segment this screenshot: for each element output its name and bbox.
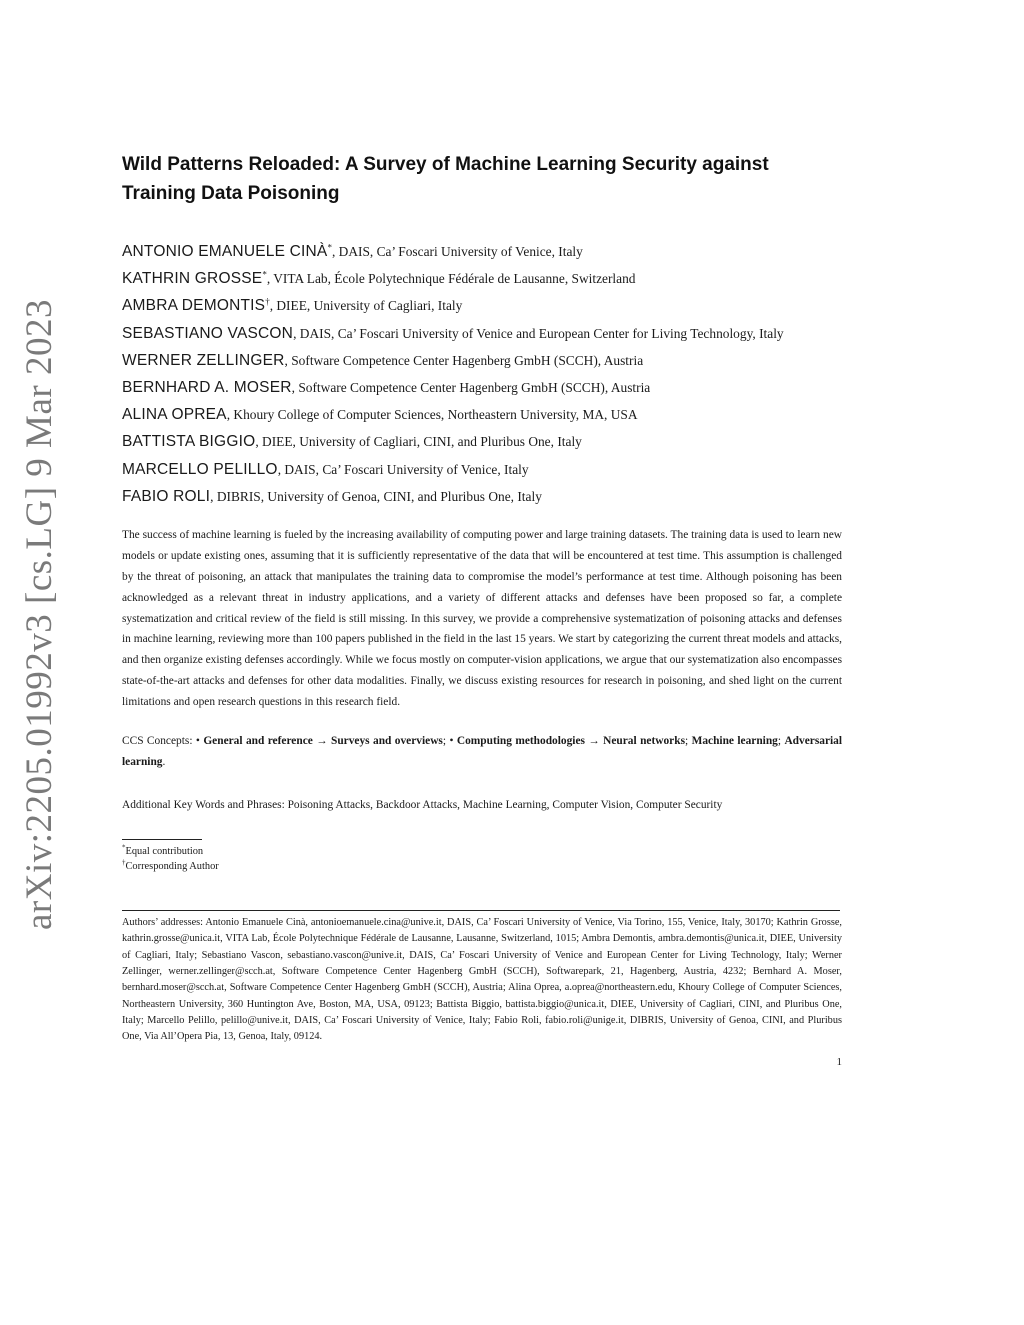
ccs-term: Computing methodologies → Neural networks (456, 735, 685, 748)
author-affiliation: , DIBRIS, University of Genoa, CINI, and Pluribus One, Italy (210, 488, 542, 504)
author-entry (122, 292, 842, 319)
footnotes (122, 844, 842, 874)
author-affiliation: , DIEE, University of Cagliari, Italy (269, 298, 463, 314)
ccs-concepts (122, 731, 842, 773)
author-entry (122, 374, 842, 401)
author-name: SEBASTIANO VASCON (122, 324, 294, 342)
ccs-label: CCS Concepts: (122, 735, 196, 748)
arxiv-identifier: arXiv:2205.01992v3 [cs.LG] 9 Mar 2023 (19, 299, 60, 930)
author-entry (122, 401, 842, 428)
author-mark: † (265, 296, 270, 307)
author-name: FABIO ROLI (122, 487, 211, 505)
author-name: BATTISTA BIGGIO (122, 433, 256, 451)
author-name: ANTONIO EMANUELE CINÀ (122, 243, 328, 260)
footnote-text: Equal contribution (125, 846, 204, 858)
title-line-2: Training Data Poisoning (122, 183, 340, 204)
author-name: AMBRA DEMONTIS (122, 297, 266, 315)
author-mark: * (327, 242, 332, 253)
footnote-corresponding-author (122, 859, 842, 874)
author-mark: * (262, 269, 267, 280)
ccs-separator: ; (777, 735, 785, 748)
keywords: Additional Key Words and Phrases: Poisoning Attacks, Backdoor Attacks, Machine Learning, Computer Vision, Computer Security (122, 799, 723, 812)
ccs-bullet: • (195, 735, 204, 748)
author-entry (122, 428, 842, 455)
author-list (122, 238, 842, 510)
author-name: ALINA OPREA (122, 406, 227, 424)
paper-first-page (122, 150, 842, 1068)
author-entry (122, 483, 842, 510)
author-affiliation: , DAIS, Ca’ Foscari University of Venice and European Center for Living Technology, Italy (293, 325, 784, 341)
ccs-term: Machine learning (691, 735, 778, 748)
author-affiliation: , DAIS, Ca’ Foscari University of Venice, Italy (331, 244, 583, 259)
author-name: BERNHARD A. MOSER (122, 378, 292, 396)
ccs-separator: ; (442, 735, 450, 748)
ccs-separator: ; (685, 735, 692, 748)
footnote-mark: † (122, 858, 126, 867)
author-affiliation: , DIEE, University of Cagliari, CINI, and Pluribus One, Italy (255, 434, 582, 450)
paper-title (122, 150, 842, 208)
author-affiliation: , DAIS, Ca’ Foscari University of Venice, Italy (277, 461, 529, 477)
addresses-divider (122, 910, 840, 911)
ccs-term: Adversarial learning (122, 735, 843, 769)
author-entry (122, 456, 842, 483)
ccs-bullet: • (449, 735, 457, 748)
author-name: WERNER ZELLINGER (122, 351, 285, 369)
author-affiliation: , Software Competence Center Hagenberg GmbH (SCCH), Austria (291, 379, 651, 395)
author-entry (122, 265, 842, 292)
author-name: KATHRIN GROSSE (122, 270, 263, 288)
author-affiliation: , Software Competence Center Hagenberg GmbH (SCCH), Austria (284, 352, 644, 368)
author-affiliation: , Khoury College of Computer Sciences, Northeastern University, MA, USA (226, 407, 638, 423)
ccs-term: General and reference → Surveys and overviews (203, 735, 443, 748)
ccs-end: . (162, 756, 166, 769)
author-entry (122, 238, 842, 265)
author-affiliation: , VITA Lab, École Polytechnique Fédérale de Lausanne, Switzerland (266, 271, 636, 287)
title-line-1: Wild Patterns Reloaded: A Survey of Machine Learning Security against (122, 154, 769, 175)
footnote-mark: * (122, 843, 126, 852)
abstract: The success of machine learning is fueled by the increasing availability of computing power and large training datasets. The training data is used to learn new models or update existing ones, assuming that it is sufficiently representative of the data that will be encountered at test time. This assumption is challenged by the threat of poisoning, an attack that manipulates the training data to compromise the model’s performance at test time. Although poisoning has been acknowledged as a relevant threat in industry applications, and a variety of different attacks and defenses have been proposed so far, a complete systematization and critical review of the field is still missing. In this survey, we provide a comprehensive systematization of poisoning attacks and defenses in machine learning, reviewing more than 100 papers published in the field in the last 15 years. We start by categorizing the current threat models and attacks, and then organize existing defenses accordingly. While we focus mostly on computer-vision applications, we argue that our systematization also encompasses state-of-the-art attacks and defenses for other data modalities. Finally, we discuss existing resources for research in poisoning, and shed light on the current limitations and open research questions in this research field. (122, 528, 842, 709)
footnote-text: Corresponding Author (125, 861, 219, 873)
footnote-equal-contribution (122, 844, 842, 859)
author-entry (122, 320, 842, 347)
author-name: MARCELLO PELILLO (122, 460, 278, 478)
author-addresses: Authors’ addresses: Antonio Emanuele Cinà, antonioemanuele.cina@unive.it, DAIS, Ca’ Foscari University of Venice, Via Torino, 155, Venice, Italy, 30170; Kathrin Grosse, kathrin.grosse@unica.it, VITA Lab, École Polytechnique Fédérale de Lausanne, Lausanne, Switzerland, 1015; Ambra Demontis, ambra.demontis@unica.it, DIEE, University of Cagliari, Italy; Sebastiano Vascon, sebastiano.vascon@unive.it, DAIS, Ca’ Foscari University of Venice and European Center for Living Technology, Italy; Werner Zellinger, werner.zellinger@scch.at, Software Competence Center Hagenberg GmbH (SCCH), Softwarepark, 21, Hagenberg, Austria, 4232; Bernhard A. Moser, bernhard.moser@scch.at, Software Competence Center Hagenberg GmbH (SCCH), Austria; Alina Oprea, a.oprea@northeastern.edu, Khoury College of Computer Sciences, Northeastern University, 360 Huntington Ave, Boston, MA, USA, 09123; Battista Biggio, battista.biggio@unica.it, DIEE, University of Cagliari, CINI, and Pluribus One, Italy; Marcello Pelillo, pelillo@unive.it, DAIS, Ca’ Foscari University of Venice, Italy; Fabio Roli, fabio.roli@unige.it, DIBRIS, University of Genoa, CINI, and Pluribus One, Via All’Opera Pia, 13, Genoa, Italy, 09124. (122, 917, 842, 1043)
page-number: 1 (836, 1055, 842, 1068)
footnote-divider (122, 839, 202, 840)
author-entry (122, 347, 842, 374)
